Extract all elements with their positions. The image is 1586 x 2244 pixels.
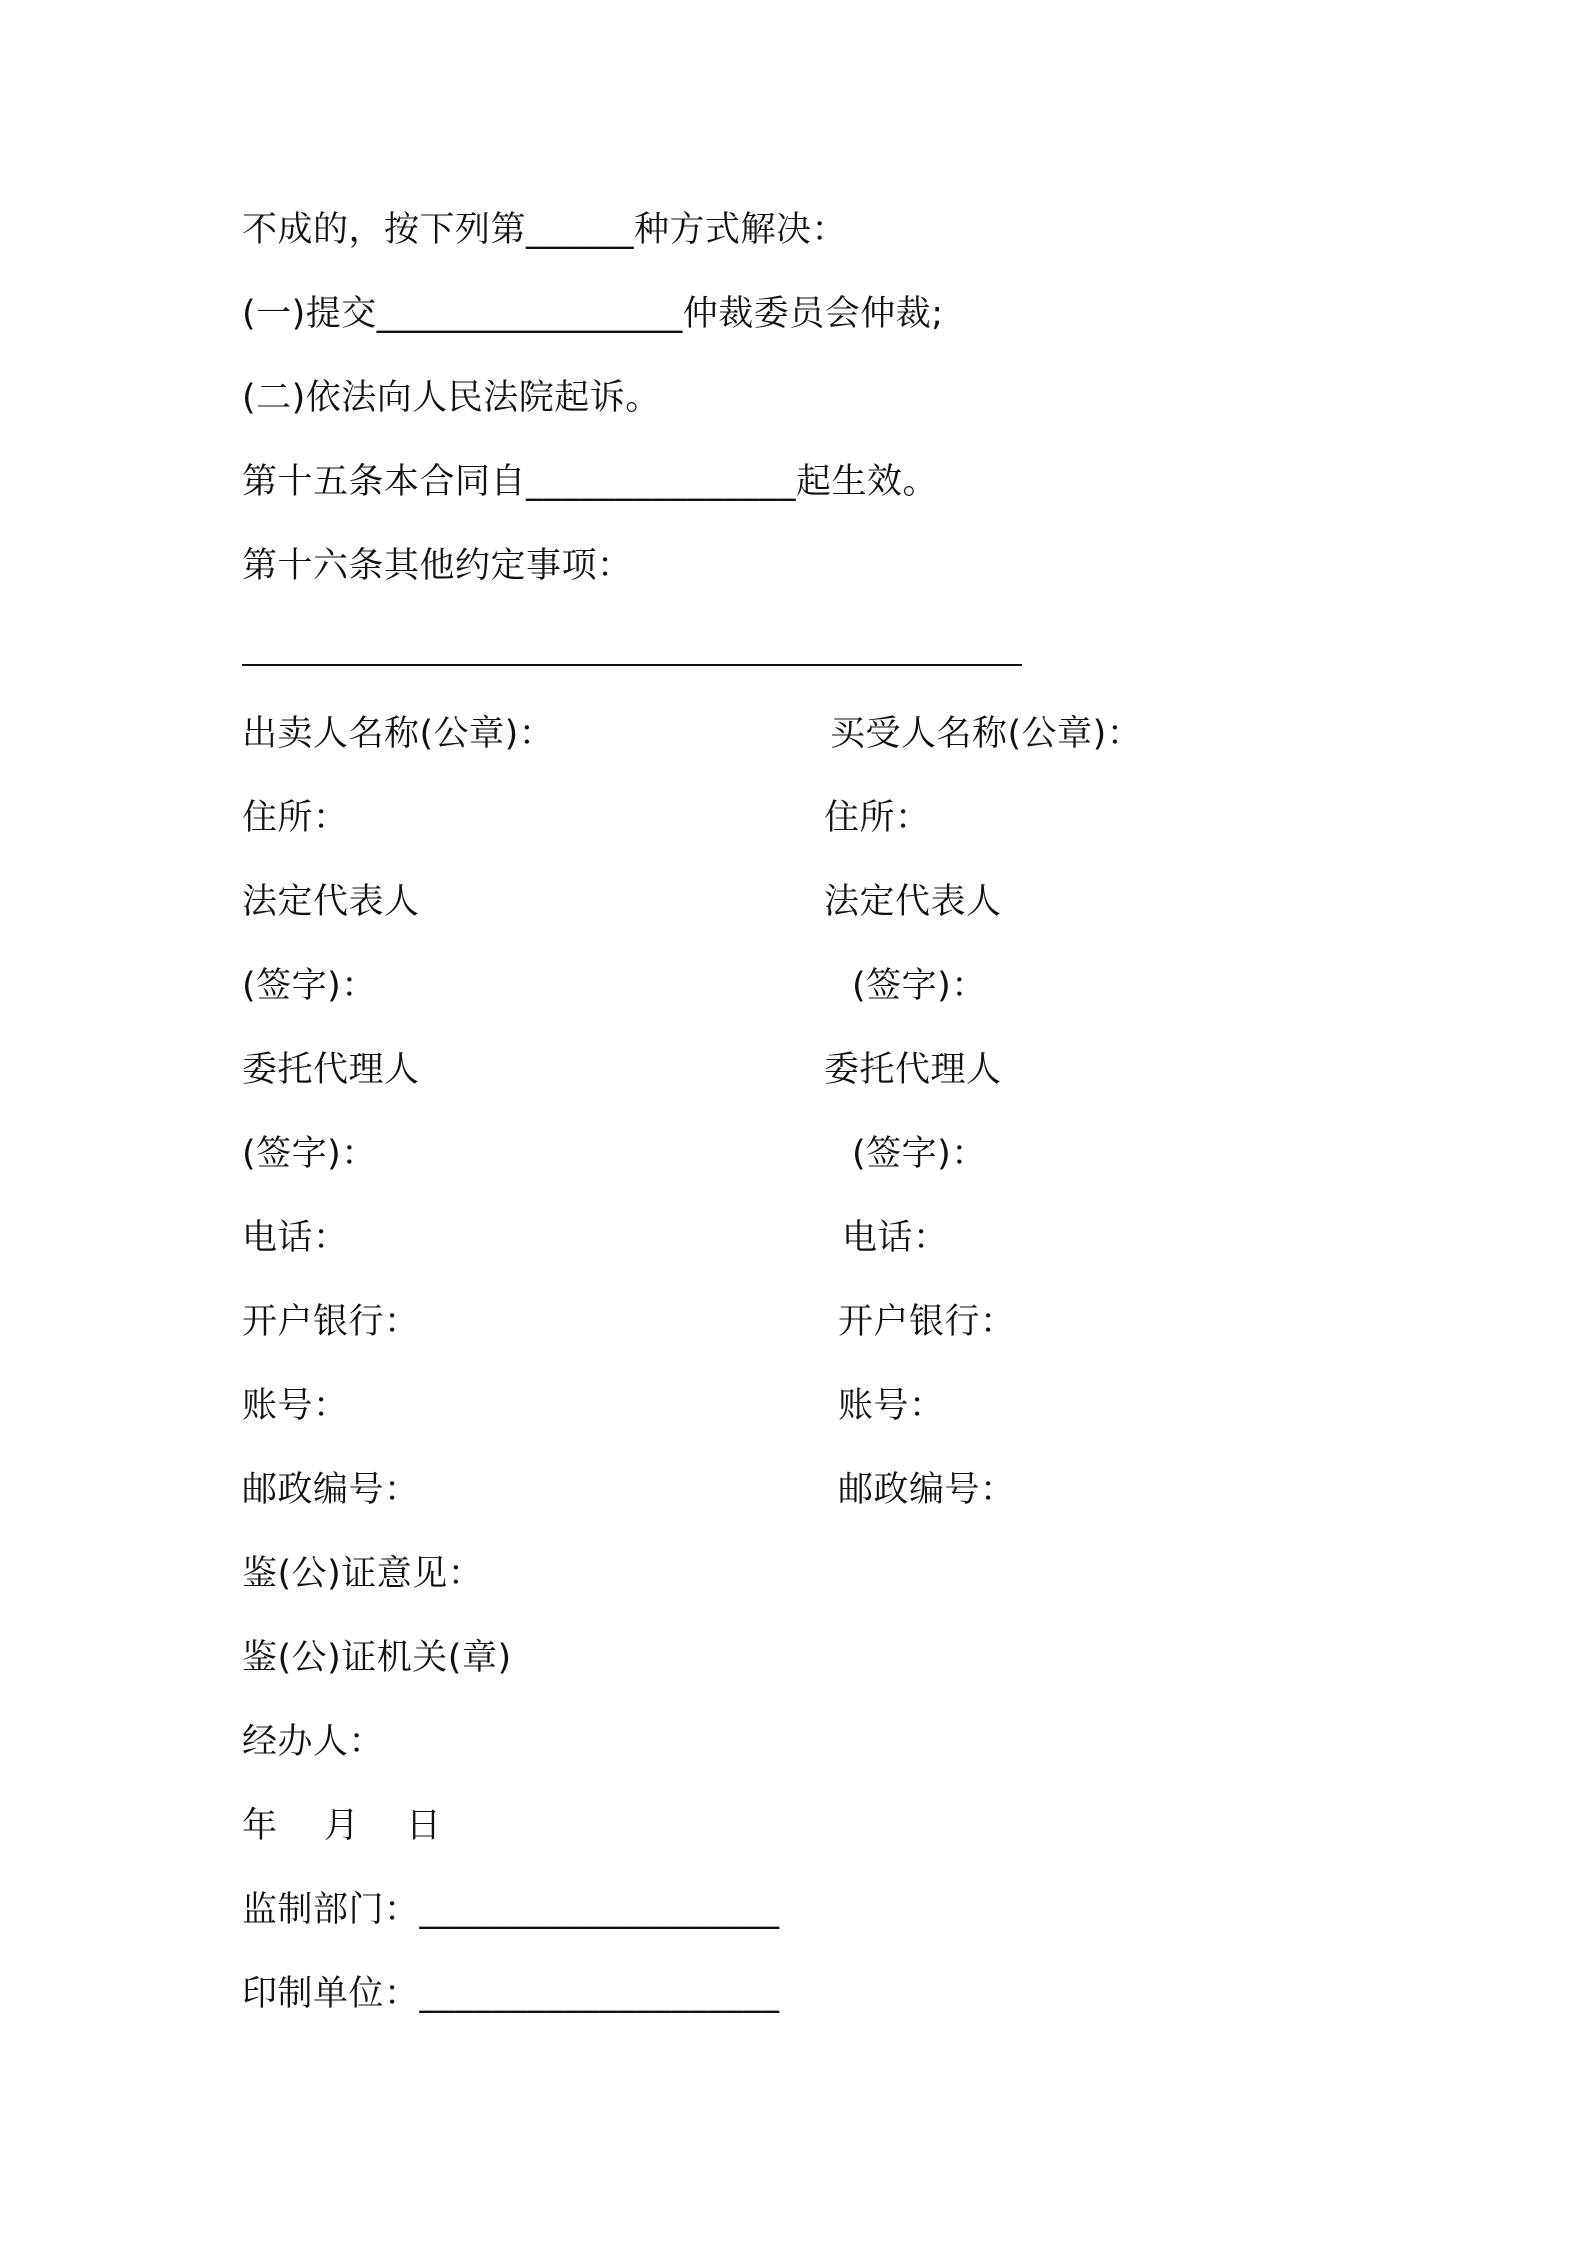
seller-postal-label: 邮政编号： — [242, 1470, 420, 1510]
article-15: 第十五条本合同自_______________起生效。 — [242, 462, 939, 502]
buyer-bank-label: 开户银行： — [838, 1302, 1016, 1342]
buyer-name-label: 买受人名称(公章)： — [830, 714, 1143, 754]
notary-opinion-label: 鉴(公)证意见： — [242, 1554, 484, 1594]
other-terms-blank-line — [242, 664, 1022, 666]
arbitration-option: (一)提交_________________仲裁委员会仲裁; — [242, 294, 944, 334]
buyer-agent-sign-label: (签字)： — [852, 1134, 987, 1174]
notary-authority-label: 鉴(公)证机关(章) — [242, 1638, 512, 1678]
buyer-account-label: 账号： — [838, 1386, 945, 1426]
buyer-legal-rep-sign-label: (签字)： — [852, 966, 987, 1006]
date-label: 年 月 日 — [242, 1806, 442, 1846]
buyer-agent-label: 委托代理人 — [824, 1050, 1002, 1090]
seller-legal-rep-sign-label: (签字)： — [242, 966, 377, 1006]
seller-account-label: 账号： — [242, 1386, 349, 1426]
buyer-legal-rep-label: 法定代表人 — [824, 882, 1002, 922]
seller-agent-label: 委托代理人 — [242, 1050, 420, 1090]
buyer-phone-label: 电话： — [842, 1218, 949, 1258]
seller-bank-label: 开户银行： — [242, 1302, 420, 1342]
seller-phone-label: 电话： — [242, 1218, 349, 1258]
handler-label: 经办人： — [242, 1722, 385, 1762]
seller-legal-rep-label: 法定代表人 — [242, 882, 420, 922]
article-16: 第十六条其他约定事项： — [242, 546, 633, 586]
printer-unit-label: 印制单位：____________________ — [242, 1974, 780, 2014]
buyer-address-label: 住所： — [824, 798, 931, 838]
seller-address-label: 住所： — [242, 798, 349, 838]
seller-name-label: 出卖人名称(公章)： — [242, 714, 555, 754]
buyer-postal-label: 邮政编号： — [838, 1470, 1016, 1510]
supervisor-dept-label: 监制部门：____________________ — [242, 1890, 780, 1930]
seller-agent-sign-label: (签字)： — [242, 1134, 377, 1174]
lawsuit-option: (二)依法向人民法院起诉。 — [242, 378, 661, 418]
dispute-resolution-intro: 不成的，按下列第______种方式解决： — [242, 210, 848, 250]
